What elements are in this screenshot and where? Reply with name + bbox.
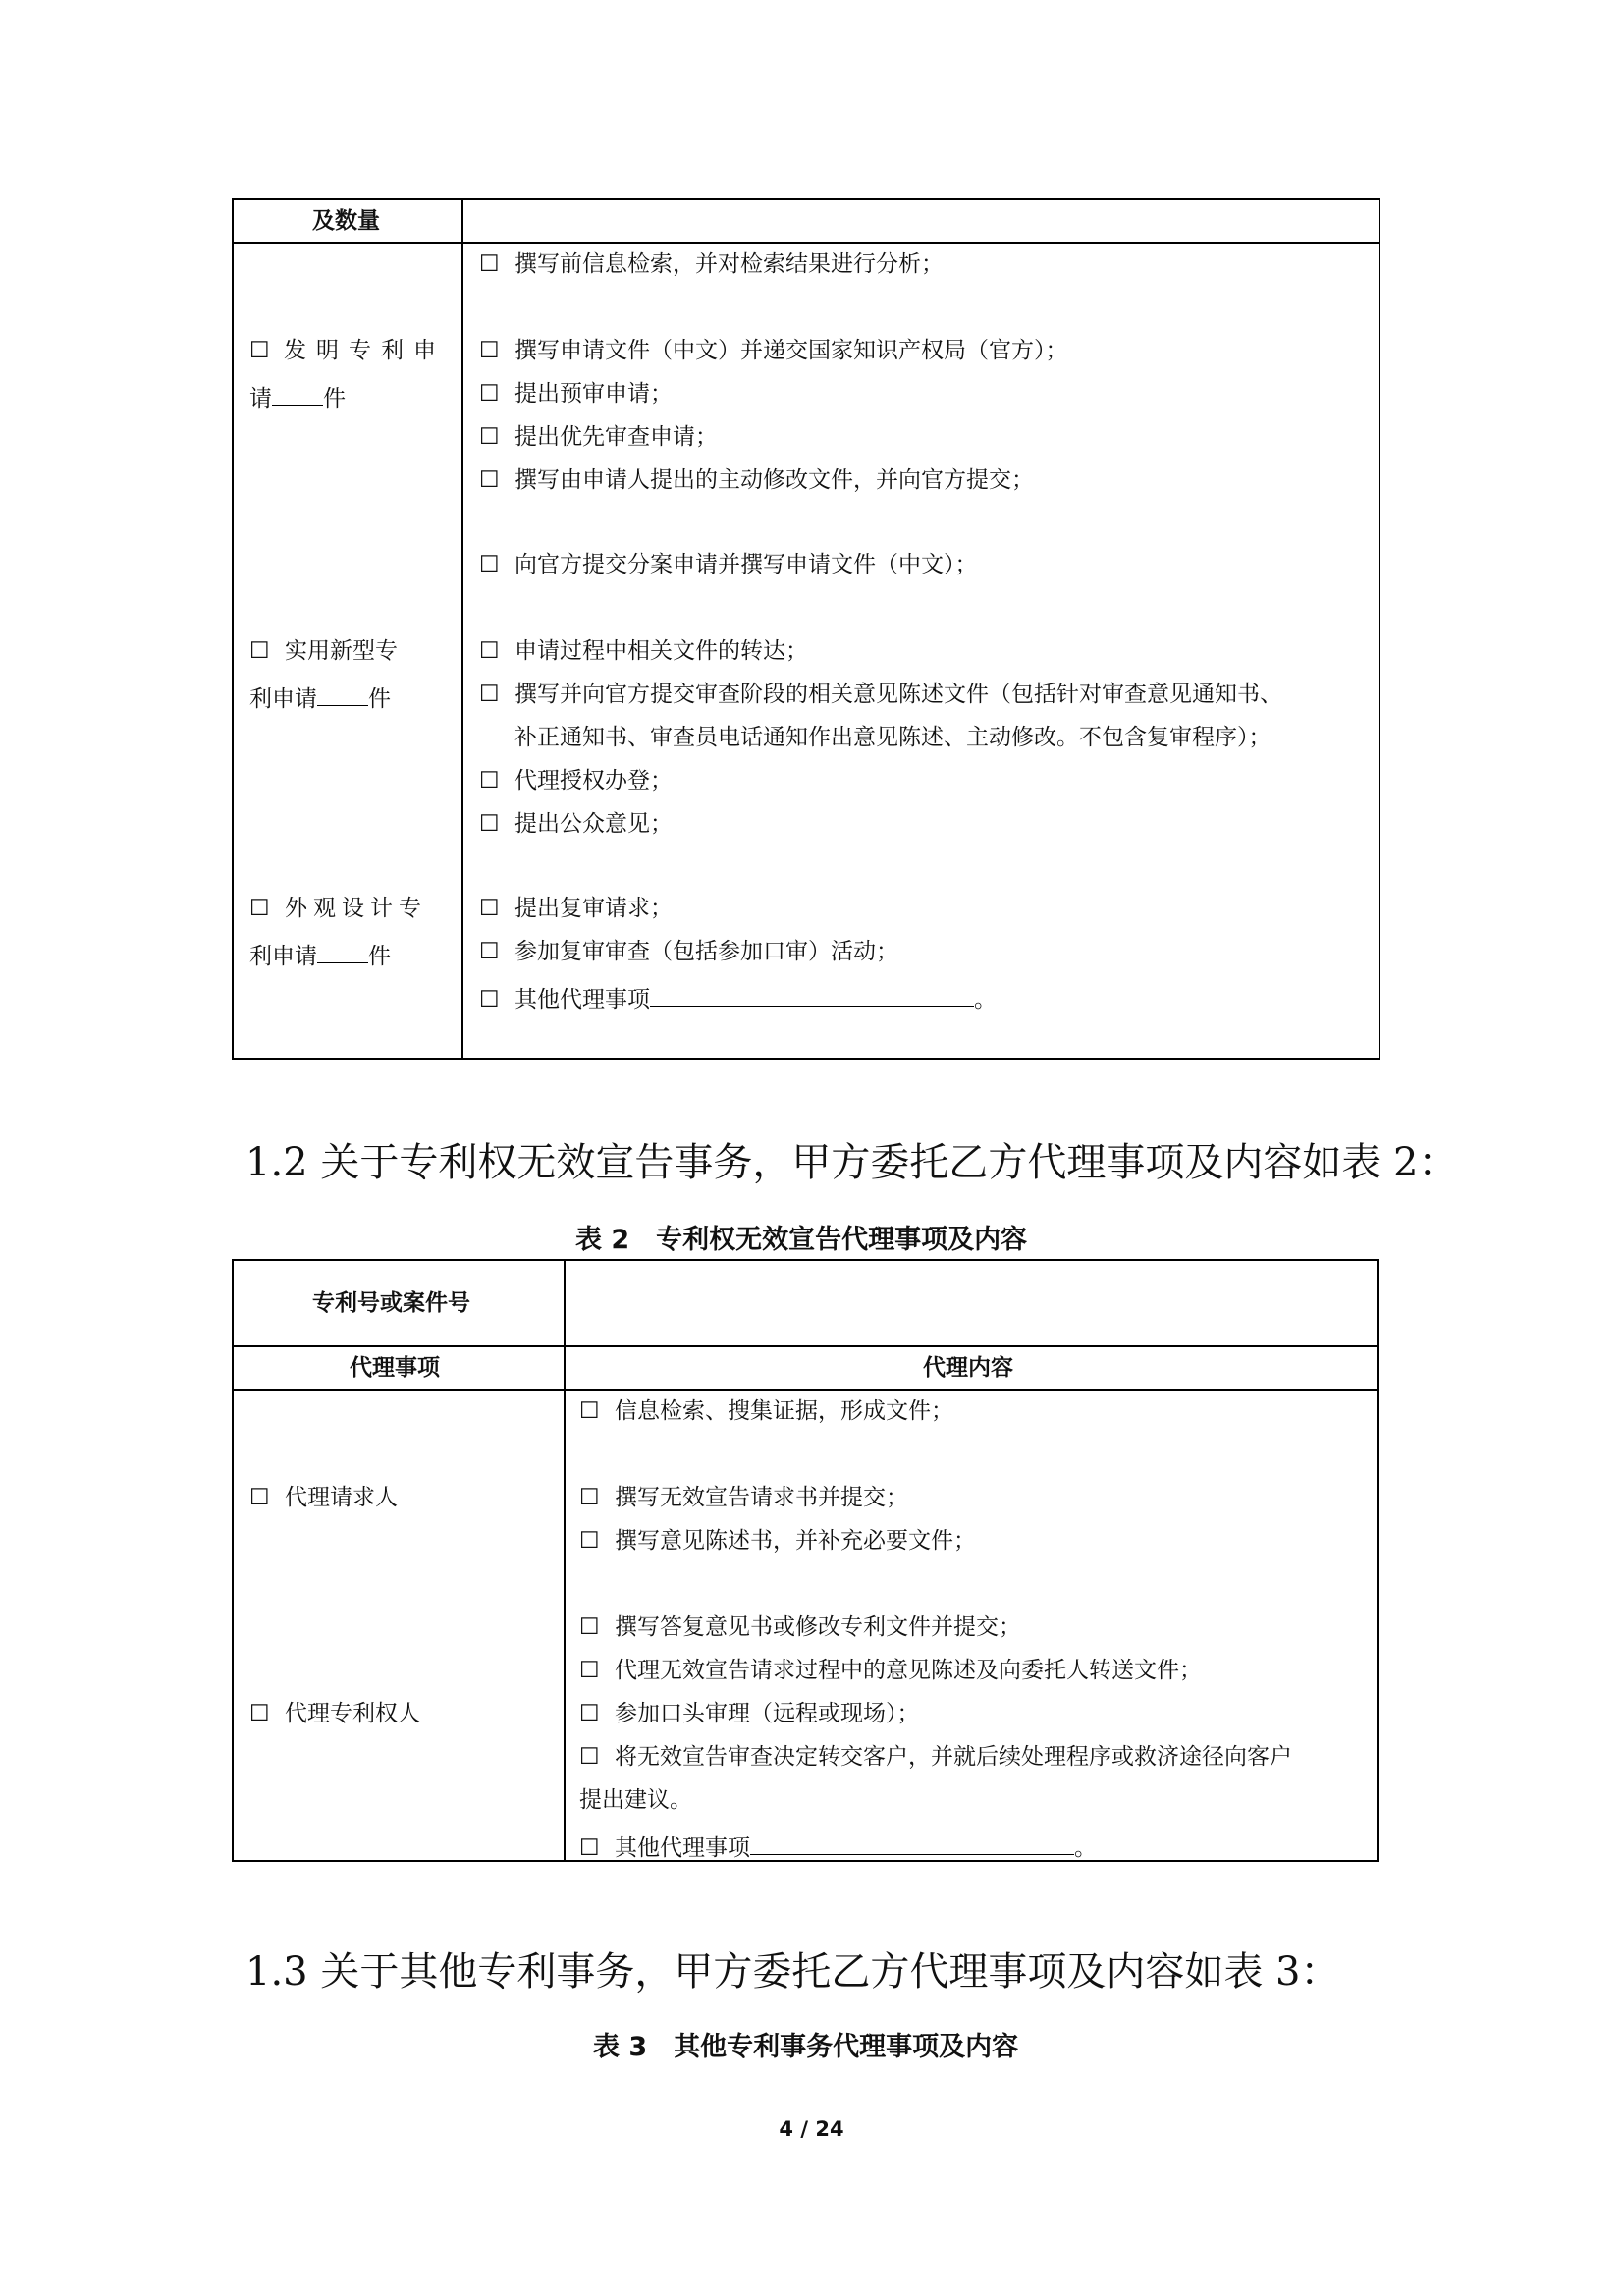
checkbox-icon[interactable]: ☐ — [479, 424, 500, 450]
table2-caption: 表 2 专利权无效宣告代理事项及内容 — [575, 1225, 1028, 1255]
checkbox-icon[interactable]: ☐ — [479, 338, 500, 363]
checkbox-icon[interactable]: ☐ — [249, 1485, 270, 1510]
table2-content-item: ☐ 将无效宣告审查决定转交客户，并就后续处理程序或救济途径向客户 — [579, 1744, 1292, 1770]
table1-header-label: 及数量 — [312, 208, 380, 234]
table2-content-item: ☐ 撰写答复意见书或修改专利文件并提交； — [579, 1614, 1021, 1640]
count-blank[interactable] — [272, 379, 323, 406]
table2-col-matters: 代理事项 — [350, 1355, 440, 1381]
table1-content-item: ☐ 提出优先审查申请； — [479, 424, 718, 450]
table2-item-requester: ☐ 代理请求人 — [249, 1485, 398, 1510]
table2-item-patentee: ☐ 代理专利权人 — [249, 1701, 420, 1726]
table1-content-item: ☐ 提出复审请求； — [479, 896, 673, 921]
item-label-line1: 实用新型专 — [285, 638, 398, 664]
table1-content-item: ☐ 代理授权办登； — [479, 768, 673, 793]
count-blank[interactable] — [317, 937, 368, 963]
table2-content-item-cont: 提出建议。 — [579, 1787, 692, 1813]
checkbox-icon[interactable]: ☐ — [479, 251, 500, 277]
table1-content-item: ☐ 提出公众意见； — [479, 811, 673, 837]
table2-content-item: ☐ 撰写无效宣告请求书并提交； — [579, 1485, 908, 1510]
checkbox-icon[interactable]: ☐ — [479, 467, 500, 493]
table3-caption: 表 3 其他专利事务代理事项及内容 — [593, 2032, 1019, 2062]
table1-content-item: ☐ 撰写由申请人提出的主动修改文件，并向官方提交； — [479, 467, 1034, 493]
checkbox-icon[interactable]: ☐ — [249, 896, 270, 921]
section-heading-1-2: 1.2 关于专利权无效宣告事务，甲方委托乙方代理事项及内容如表 2： — [245, 1140, 1458, 1185]
checkbox-icon[interactable]: ☐ — [579, 1398, 600, 1424]
checkbox-icon[interactable]: ☐ — [249, 638, 270, 664]
table2-content-item: ☐ 撰写意见陈述书，并补充必要文件； — [579, 1528, 976, 1554]
table2-patent-no-label: 专利号或案件号 — [312, 1290, 470, 1316]
checkbox-icon[interactable]: ☐ — [579, 1744, 600, 1770]
checkbox-icon[interactable]: ☐ — [479, 939, 500, 964]
checkbox-icon[interactable]: ☐ — [579, 1485, 600, 1510]
page-number: 4 / 24 — [779, 2117, 844, 2141]
table1-content-item-cont: 补正通知书、审查员电话通知作出意见陈述、主动修改。不包含复审程序）； — [514, 725, 1271, 750]
item-label-line1: 发明专利申 — [284, 338, 446, 363]
table2-content-item: ☐ 信息检索、搜集证据，形成文件； — [579, 1398, 953, 1424]
table1-content-item: ☐ 其他代理事项 。 — [479, 980, 997, 1014]
checkbox-icon[interactable]: ☐ — [579, 1614, 600, 1640]
table1-item-invention: ☐ 发明专利申 请 件 — [249, 338, 446, 411]
table1-content-item: ☐ 申请过程中相关文件的转达； — [479, 638, 808, 664]
table2-content-item: ☐ 参加口头审理（远程或现场）； — [579, 1701, 920, 1726]
table1-item-design: ☐ 外观设计专 利申请 件 — [249, 896, 427, 969]
checkbox-icon[interactable]: ☐ — [479, 987, 500, 1012]
checkbox-icon[interactable]: ☐ — [579, 1658, 600, 1683]
table1-content-item: ☐ 参加复审审查（包括参加口审）活动； — [479, 939, 898, 964]
other-matters-blank[interactable] — [650, 980, 974, 1007]
checkbox-icon[interactable]: ☐ — [479, 552, 500, 577]
checkbox-icon[interactable]: ☐ — [479, 768, 500, 793]
table1-content-item: ☐ 撰写申请文件（中文）并递交国家知识产权局（官方）； — [479, 338, 1068, 363]
checkbox-icon[interactable]: ☐ — [479, 811, 500, 837]
checkbox-icon[interactable]: ☐ — [479, 638, 500, 664]
checkbox-icon[interactable]: ☐ — [479, 381, 500, 407]
checkbox-icon[interactable]: ☐ — [579, 1701, 600, 1726]
item-label-line1: 外观设计专 — [285, 896, 427, 921]
checkbox-icon[interactable]: ☐ — [579, 1835, 600, 1861]
table2-content-item: ☐ 代理无效宣告请求过程中的意见陈述及向委托人转送文件； — [579, 1658, 1202, 1683]
checkbox-icon[interactable]: ☐ — [479, 896, 500, 921]
other-matters-blank[interactable] — [750, 1829, 1074, 1855]
table1-content-item: ☐ 撰写前信息检索，并对检索结果进行分析； — [479, 251, 944, 277]
checkbox-icon[interactable]: ☐ — [479, 682, 500, 707]
table1-content-item: ☐ 撰写并向官方提交审查阶段的相关意见陈述文件（包括针对审查意见通知书、 — [479, 682, 1282, 707]
table1-item-utility: ☐ 实用新型专 利申请 件 — [249, 638, 398, 712]
count-blank[interactable] — [317, 680, 368, 706]
table2-content-item: ☐ 其他代理事项 。 — [579, 1829, 1097, 1863]
table1-content-item: ☐ 提出预审申请； — [479, 381, 673, 407]
checkbox-icon[interactable]: ☐ — [249, 338, 270, 363]
section-heading-1-3: 1.3 关于其他专利事务，甲方委托乙方代理事项及内容如表 3： — [245, 1949, 1340, 1995]
checkbox-icon[interactable]: ☐ — [249, 1701, 270, 1726]
checkbox-icon[interactable]: ☐ — [579, 1528, 600, 1554]
table2-col-content: 代理内容 — [923, 1355, 1013, 1381]
table1-content-item: ☐ 向官方提交分案申请并撰写申请文件（中文）； — [479, 552, 978, 577]
